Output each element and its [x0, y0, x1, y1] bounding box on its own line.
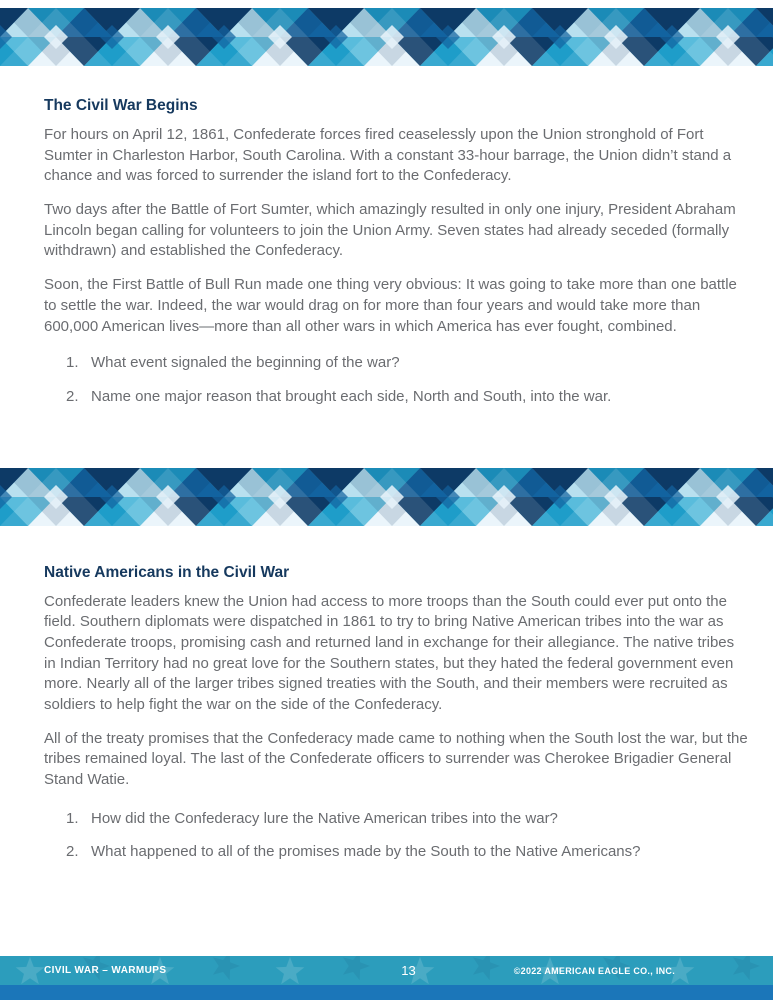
question-item — [44, 353, 748, 374]
page-number: 13 — [401, 963, 416, 978]
section-native-americans — [0, 564, 773, 864]
question-item — [44, 809, 748, 830]
page-footer — [0, 956, 773, 1000]
paragraph: Soon, the First Battle of Bull Run made one thing very obvious: It was going to take more than one battle to settle the war. Indeed, the war would drag on for more than four years and would take more than 600,000 American lives—more than all other wars in which America has ever fought, combined. — [44, 276, 737, 335]
footer-bottom-strip — [0, 985, 773, 1000]
question-number: 1. — [66, 809, 79, 827]
geometric-banner-top — [0, 8, 773, 66]
question-list — [44, 809, 748, 863]
paragraph: All of the treaty promises that the Confederacy made came to nothing when the South lost the war, but the tribes remained loyal. The last of the Confederate officers to surrender was Cherokee Brigadier General Stand Watie. — [44, 729, 748, 789]
question-text: How did the Confederacy lure the Native American tribes into the war? — [91, 809, 558, 827]
paragraph: Two days after the Battle of Fort Sumter, which amazingly resulted in only one injury, President Abraham Lincoln began calling for volunteers to join the Union Army. Seven states had already seceded (formally withdrawn) and established the Confederacy. — [44, 201, 736, 260]
question-number: 2. — [66, 387, 79, 405]
section-title: The Civil War Begins — [44, 97, 198, 114]
geometric-banner-middle — [0, 468, 773, 526]
footer-copyright: ©2022 AMERICAN EAGLE CO., INC. — [513, 965, 676, 976]
question-text: What happened to all of the promises made by the South to the Native Americans? — [91, 843, 641, 861]
question-text: Name one major reason that brought each side, North and South, into the war. — [91, 387, 612, 405]
paragraph: Confederate leaders knew the Union had access to more troops than the South could ever put onto the field. Southern diplomats were dispatched in 1861 to try to bring Native American tribes into the war as Confederate troops, promising cash and returned land in exchange for their allegiance. The native tribes in Indian Territory had no great love for the Southern states, but they hated the federal government even more. Nearly all of the larger tribes signed treaties with the South, and their members were recruited as soldiers to help fight the war on the side of the Confederacy. — [44, 592, 735, 713]
section-title: Native Americans in the Civil War — [44, 563, 290, 581]
question-list — [44, 353, 748, 407]
question-item — [44, 842, 748, 863]
question-number: 1. — [66, 354, 79, 372]
paragraph: For hours on April 12, 1861, Confederate forces fired ceaselessly upon the Union stronghold of Fort Sumter in Charleston Harbor, South Carolina. With a constant 33-hour barrage, the Union didn’t stand a chance and was forced to surrender the island fort to the Confederacy. — [44, 126, 732, 185]
section-the-civil-war-begins — [0, 97, 773, 408]
question-text: What event signaled the beginning of the war? — [91, 354, 400, 372]
question-item — [44, 387, 748, 408]
question-number: 2. — [66, 843, 79, 861]
footer-series-title: CIVIL WAR – WARMUPS — [44, 965, 167, 976]
footer-bar — [0, 956, 773, 985]
